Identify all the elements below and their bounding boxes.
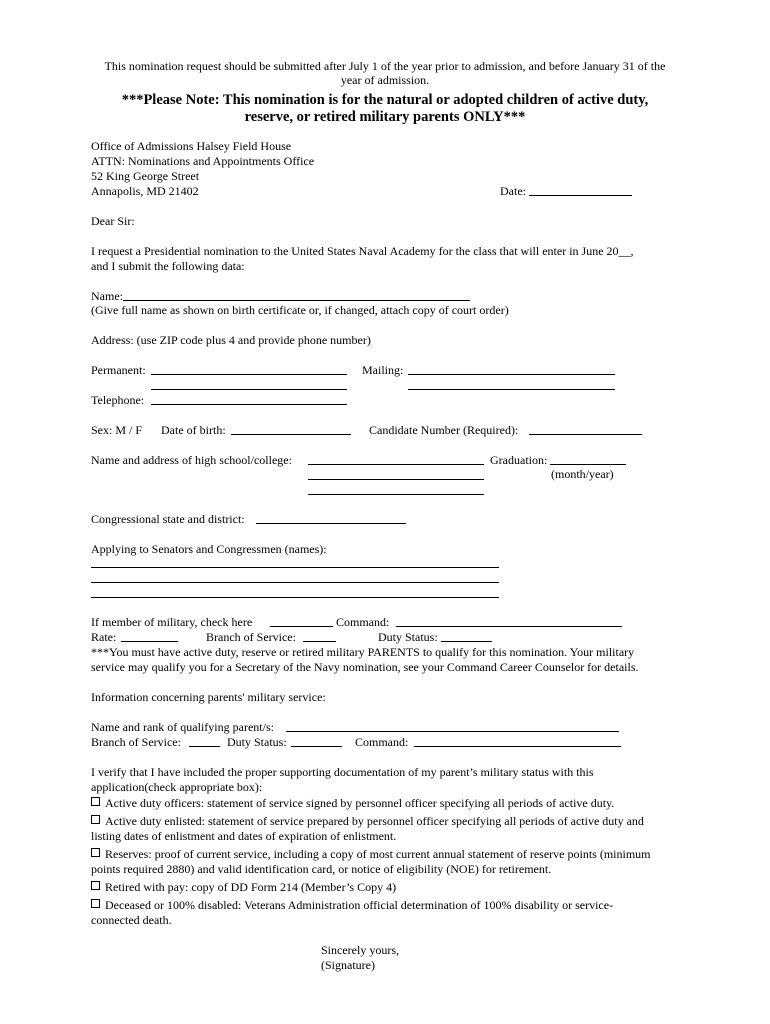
school-field-3[interactable] — [308, 494, 484, 495]
note-line-2: reserve, or retired military parents ONLY*** — [244, 109, 526, 125]
option-reserves-cont: points required 2880) and valid identification card, or notice of eligibility (NOE) for retirement. — [91, 862, 552, 876]
dob-label: Date of birth: — [161, 423, 226, 437]
address-line-3: 52 King George Street — [91, 169, 200, 183]
candidate-label: Candidate Number (Required): — [369, 423, 519, 437]
option-reserves-label: Reserves: proof of current service, including a copy of most current annual statement of reserve points (minimum — [105, 847, 651, 861]
option-active-enlisted-label: Active duty enlisted: statement of service prepared by personnel officer specifying all periods of active duty and — [105, 814, 644, 828]
parents-heading: Information concerning parents' military service: — [91, 690, 326, 704]
request-line-1: I request a Presidential nomination to the United States Naval Academy for the class that will enter in June 20__, — [91, 244, 634, 258]
member-command-field[interactable] — [396, 626, 622, 627]
checkbox-icon[interactable] — [91, 881, 100, 890]
parent-branch-field[interactable] — [189, 746, 220, 747]
telephone-label: Telephone: — [91, 393, 145, 407]
graduation-hint: (month/year) — [551, 467, 614, 481]
date-field[interactable] — [529, 195, 632, 196]
telephone-field[interactable] — [151, 404, 347, 405]
checkbox-icon[interactable] — [91, 848, 100, 857]
name-hint: (Give full name as shown on birth certificate or, if changed, attach copy of court order) — [91, 303, 509, 317]
salutation: Dear Sir: — [91, 214, 135, 228]
verify-line-1: I verify that I have included the proper supporting documentation of my parent’s military status with this — [91, 765, 594, 779]
parent-branch-label: Branch of Service: — [91, 735, 181, 749]
senators-field-3[interactable] — [91, 597, 499, 598]
option-deceased-label: Deceased or 100% disabled: Veterans Administration official determination of 100% disability or service- — [105, 898, 614, 912]
rate-field[interactable] — [121, 641, 178, 642]
school-field-2[interactable] — [308, 479, 484, 480]
address-line-1: Office of Admissions Halsey Field House — [91, 139, 292, 153]
intro-line-2: year of admission. — [340, 73, 430, 87]
mailing-field-1[interactable] — [408, 374, 615, 375]
graduation-field[interactable] — [550, 464, 626, 465]
congress-label: Congressional state and district: — [91, 512, 245, 526]
senators-field-2[interactable] — [91, 582, 499, 583]
option-active-enlisted[interactable] — [91, 814, 644, 829]
graduation-label: Graduation: — [490, 453, 548, 467]
name-field[interactable] — [123, 300, 470, 301]
address-line-2: ATTN: Nominations and Appointments Office — [91, 154, 315, 168]
mailing-label: Mailing: — [362, 363, 404, 377]
note-line-1: ***Please Note: This nomination is for the natural or adopted children of active duty, — [121, 92, 649, 108]
option-deceased-cont: connected death. — [91, 913, 172, 927]
option-deceased[interactable] — [91, 898, 613, 913]
intro-line-1: This nomination request should be submitted after July 1 of the year prior to admission, and before January 31 of the — [104, 59, 666, 73]
parent-name-rank-field[interactable] — [286, 731, 619, 732]
date-label: Date: — [500, 184, 526, 198]
parent-command-field[interactable] — [414, 746, 621, 747]
request-line-2: and I submit the following data: — [91, 259, 245, 273]
member-check-field[interactable] — [270, 626, 333, 627]
parent-duty-field[interactable] — [291, 746, 342, 747]
permanent-field-1[interactable] — [151, 374, 347, 375]
member-branch-label: Branch of Service: — [206, 630, 296, 644]
member-branch-field[interactable] — [303, 641, 336, 642]
dob-field[interactable] — [231, 434, 351, 435]
closing-signature[interactable]: (Signature) — [321, 958, 375, 972]
option-retired-label: Retired with pay: copy of DD Form 214 (Member’s Copy 4) — [105, 880, 397, 894]
checkbox-icon[interactable] — [91, 899, 100, 908]
permanent-field-2[interactable] — [151, 389, 347, 390]
address-line-4: Annapolis, MD 21402 — [91, 184, 199, 198]
member-label: If member of military, check here — [91, 615, 253, 629]
permanent-label: Permanent: — [91, 363, 146, 377]
congress-field[interactable] — [256, 523, 406, 524]
option-reserves[interactable] — [91, 847, 651, 862]
option-active-officers-label: Active duty officers: statement of service signed by personnel officer specifying all periods of active duty. — [105, 796, 615, 810]
verify-line-2: application(check appropriate box): — [91, 780, 263, 794]
option-active-officers[interactable] — [91, 796, 614, 811]
school-field-1[interactable] — [308, 464, 484, 465]
checkbox-icon[interactable] — [91, 797, 100, 806]
closing-sincerely: Sincerely yours, — [321, 943, 399, 957]
parent-name-rank-label: Name and rank of qualifying parent/s: — [91, 720, 274, 734]
warning-line-2: service may qualify you for a Secretary of the Navy nomination, see your Command Career Counselor for details. — [91, 660, 639, 674]
member-command-label: Command: — [336, 615, 390, 629]
name-label: Name: — [91, 289, 123, 303]
checkbox-icon[interactable] — [91, 815, 100, 824]
member-duty-label: Duty Status: — [378, 630, 438, 644]
option-active-enlisted-cont: listing dates of enlistment and dates of expiration of enlistment. — [91, 829, 397, 843]
sex-label: Sex: M / F — [91, 423, 143, 437]
option-retired[interactable] — [91, 880, 396, 895]
candidate-field[interactable] — [529, 434, 642, 435]
mailing-field-2[interactable] — [408, 389, 615, 390]
school-label: Name and address of high school/college: — [91, 453, 292, 467]
address-label: Address: (use ZIP code plus 4 and provide phone number) — [91, 333, 371, 347]
senators-label: Applying to Senators and Congressmen (names): — [91, 542, 327, 556]
parent-duty-label: Duty Status: — [227, 735, 287, 749]
parent-command-label: Command: — [355, 735, 409, 749]
rate-label: Rate: — [91, 630, 117, 644]
senators-field-1[interactable] — [91, 567, 499, 568]
warning-line-1: ***You must have active duty, reserve or retired military PARENTS to qualify for this nomination. Your military — [91, 645, 635, 659]
member-duty-field[interactable] — [441, 641, 492, 642]
